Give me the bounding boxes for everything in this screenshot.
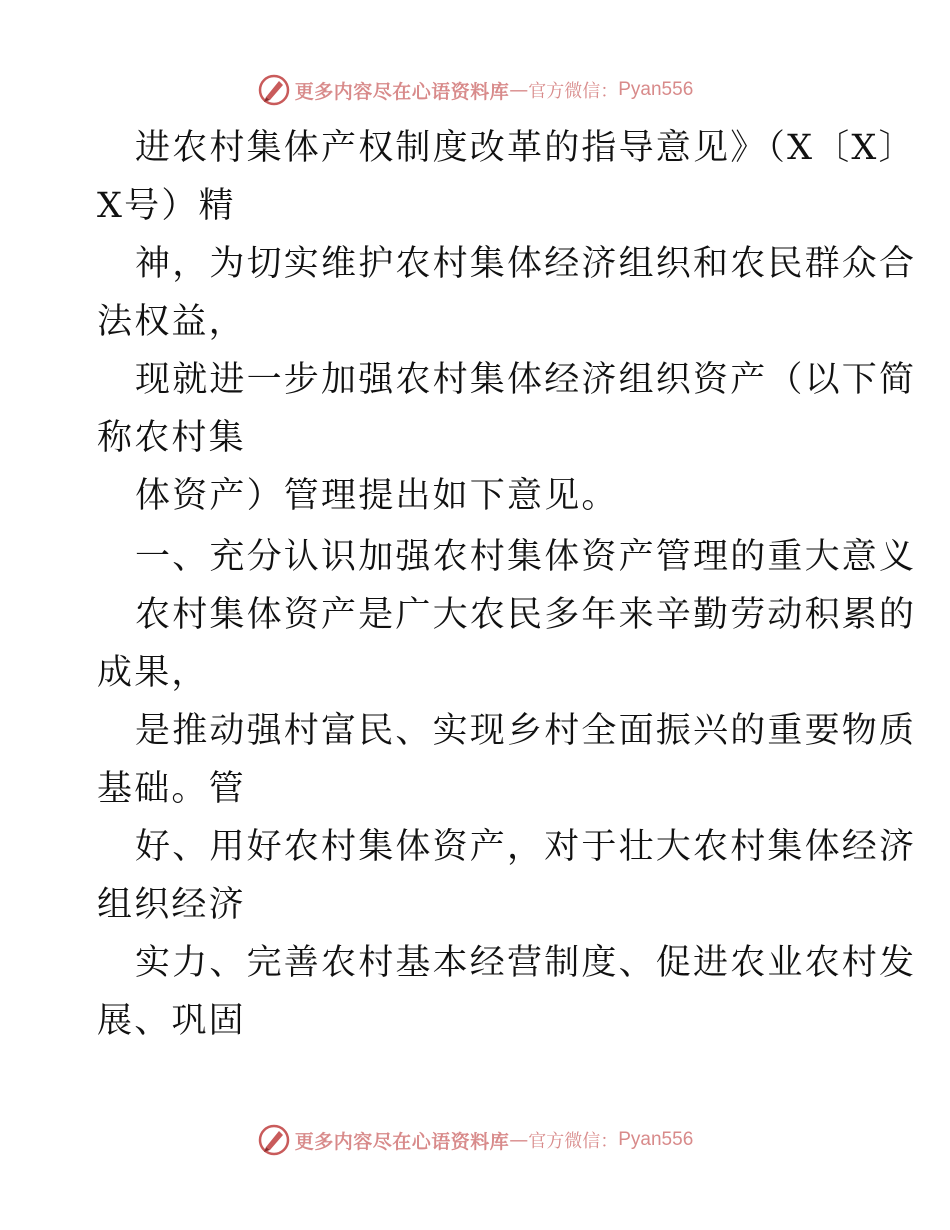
header-watermark-banner: [0, 70, 950, 110]
banner-site-text: 更多内容尽在心语资料库: [294, 1130, 510, 1153]
banner-separator: —: [509, 1129, 529, 1151]
text-line: 组织经济: [97, 885, 246, 925]
pen-logo-icon: [257, 1123, 291, 1157]
text-line: 现就进一步加强农村集体经济组织资产（以下简: [135, 360, 917, 400]
banner-separator: —: [509, 79, 529, 101]
text-line: 体资产）管理提出如下意见。: [135, 476, 619, 516]
text-line: 进农村集体产权制度改革的指导意见》（X〔X〕: [135, 128, 916, 168]
footer-watermark-banner: [0, 1120, 950, 1160]
text-line: 神，为切实维护农村集体经济组织和农民群众合: [135, 244, 917, 284]
text-line: 称农村集: [97, 418, 246, 458]
banner-wechat-label: 官方微信：: [528, 81, 619, 102]
text-line: 成果，: [97, 653, 209, 693]
text-line: 好、用好农村集体资产，对于壮大农村集体经济: [135, 827, 917, 867]
text-line: 实力、完善农村基本经营制度、促进农业农村发: [135, 943, 917, 983]
banner-wechat-label: 官方微信：: [528, 1131, 619, 1152]
text-line: 基础。管: [97, 769, 246, 809]
text-line: 农村集体资产是广大农民多年来辛勤劳动积累的: [135, 595, 917, 635]
text-line: 法权益，: [97, 302, 246, 342]
text-line: X号）精: [97, 186, 236, 226]
pen-logo-icon: [257, 73, 291, 107]
text-line: 展、巩固: [97, 1001, 246, 1041]
banner-wechat-id: Pyan556: [618, 1129, 694, 1150]
text-line: 是推动强村富民、实现乡村全面振兴的重要物质: [135, 711, 917, 751]
banner-wechat-id: Pyan556: [618, 79, 694, 100]
section-heading: 一、充分认识加强农村集体资产管理的重大意义: [135, 537, 917, 577]
banner-site-text: 更多内容尽在心语资料库: [294, 80, 510, 103]
